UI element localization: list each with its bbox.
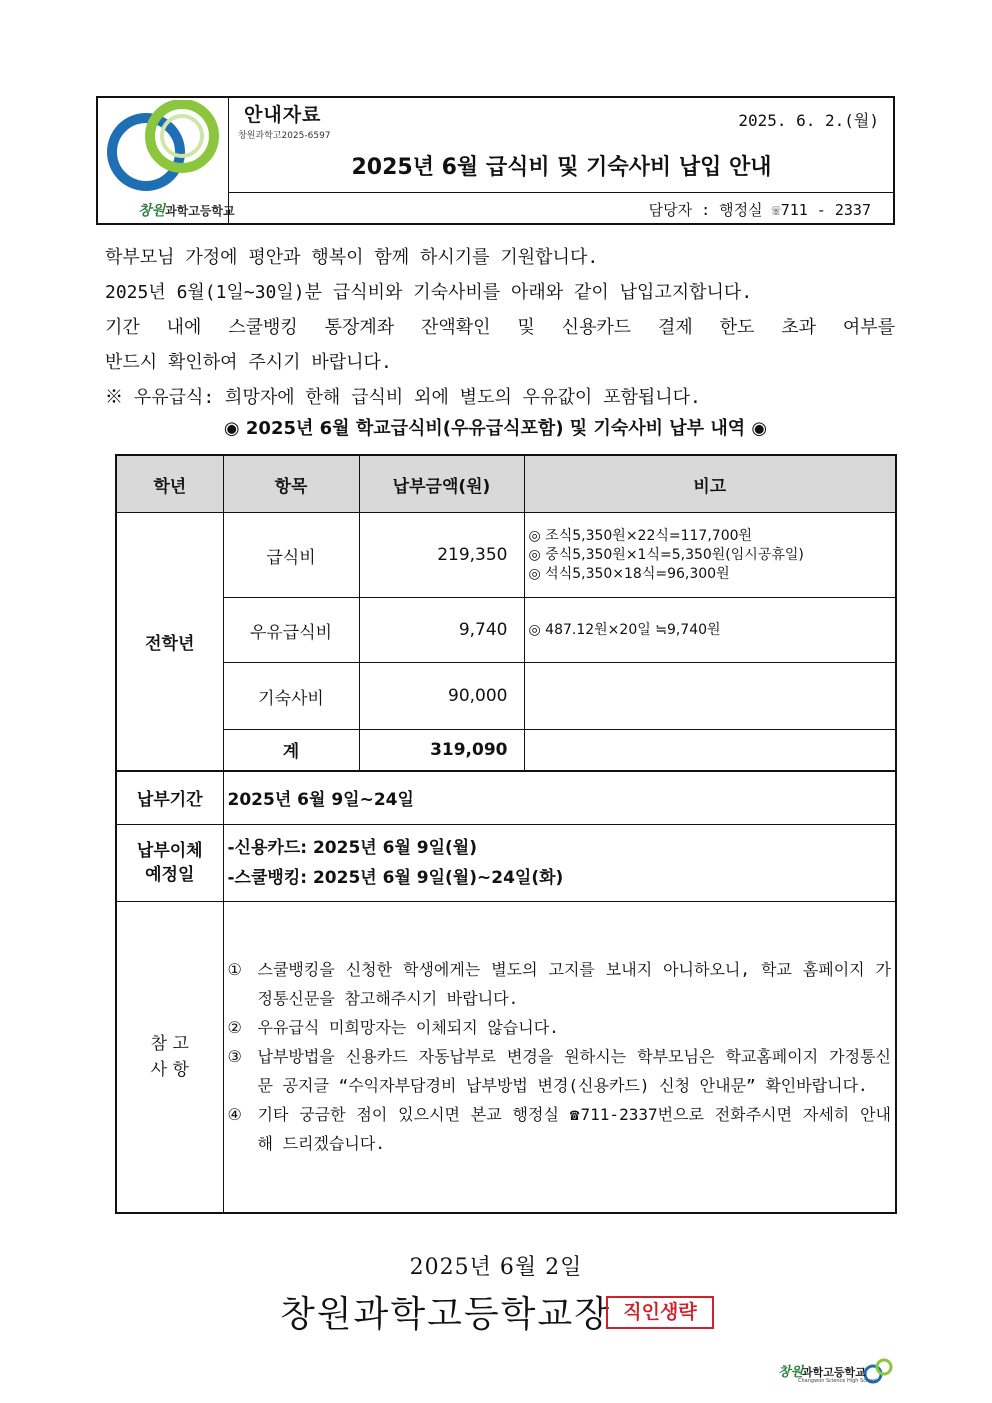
table-row [116,598,896,663]
note-cell [524,663,896,730]
period-row [116,771,896,825]
document-title: 2025년 6월 급식비 및 기숙사비 납입 안내 [351,155,772,180]
item-cell: 우유급식비 [223,598,359,663]
col-header-grade: 학년 [116,455,223,513]
fee-table [115,454,897,1214]
col-header-amount: 납부금액(원) [359,455,524,513]
item-cell: 기숙사비 [223,663,359,730]
item-cell: 급식비 [223,513,359,598]
note-cell [524,513,896,598]
note-line: ◎ 석식5,350×18식=96,300원 [528,565,730,582]
header-divider [228,192,895,193]
note-cell [524,598,896,663]
table-row [116,663,896,730]
reference-list-cell [223,902,896,1213]
principal-signature: 창원과학고등학교장 [280,1294,611,1335]
total-label: 계 [223,730,359,771]
footer-date: 2025년 6월 2일 [409,1255,583,1280]
col-header-item: 항목 [223,455,359,513]
grade-cell: 전학년 [116,513,223,771]
intro-line: 2025년 6월(1일~30일)분 급식비와 기숙사비를 아래와 같이 납입고지합니다. [105,282,753,303]
total-note-cell [524,730,896,771]
note-line: ◎ 조식5,350원×22식=117,700원 [528,527,753,544]
school-logo [98,98,235,223]
school-logo-icon [102,100,226,204]
section-title: ◉ 2025년 6월 학교급식비(우유급식포함) 및 기숙사비 납부 내역 ◉ [223,418,768,439]
reference-list [228,955,896,1158]
reference-row [116,902,896,1213]
reference-item: ③ 납부방법을 신용카드 자동납부로 변경을 원하시는 학부모님은 학교홈페이지 가정통신문 공지글 “수익자부담경비 납부방법 변경(신용카드) 신청 안내문” 확인바랍니다. [227,1047,891,1096]
reference-label [116,902,223,1213]
transfer-label-line: 납부이체 [136,841,203,861]
intro-note: ※ 우유급식: 희망자에 한해 급식비 외에 별도의 우유값이 포함됩니다. [105,387,701,408]
contact-person: 담당자 : 행정실 ☏711 - 2337 [648,201,871,219]
period-value: 2025년 6월 9일~24일 [223,771,896,825]
amount-cell: 90,000 [359,663,524,730]
bottom-logo-prefix: 창원 [778,1365,804,1380]
total-amount: 319,090 [359,730,524,771]
document-type: 안내자료 [244,104,322,126]
amount-cell: 219,350 [359,513,524,598]
document-date: 2025. 6. 2.(월) [738,111,879,130]
reference-item: ② 우유급식 미희망자는 이체되지 않습니다. [227,1018,559,1038]
official-seal-omitted: 직인생략 [606,1296,714,1329]
note-line: ◎ 중식5,350원×1식=5,350원(임시공휴일) [528,546,804,563]
intro-line: 학부모님 가정에 평안과 행복이 함께 하시기를 기원합니다. [105,247,599,268]
transfer-dates [223,825,896,902]
intro-text [105,240,895,415]
reference-label-line: 참 고 [150,1033,189,1054]
reference-item: ④ 기타 궁금한 점이 있으시면 본교 행정실 ☎711-2337번으로 전화주시면 자세히 안내해 드리겠습니다. [227,1105,891,1154]
reference-item: ① 스쿨뱅킹을 신청한 학생에게는 별도의 고지를 보내지 아니하오니, 학교 홈페이지 가정통신문을 참고해주시기 바랍니다. [227,960,891,1009]
bottom-logo-subtitle: Changwon Science High School [798,1378,877,1384]
school-name-mini: 창원과학고등학교 [138,203,235,219]
reference-label-line: 사 항 [150,1059,189,1080]
period-label: 납부기간 [116,771,223,825]
transfer-card: -신용카드: 2025년 6월 9일(월) [227,838,477,858]
transfer-row [116,825,896,902]
table-header-row [116,455,896,513]
bottom-logo-name: 과학고등학교 [802,1366,866,1379]
transfer-bank: -스쿨뱅킹: 2025년 6월 9일(월)~24일(화) [227,868,564,888]
intro-line: 기간 내에 스쿨뱅킹 통장계좌 잔액확인 및 신용카드 결제 한도 초과 여부를 [105,317,895,338]
transfer-label [116,825,223,902]
intro-line: 반드시 확인하여 주시기 바랍니다. [105,352,392,373]
document-header [96,96,895,225]
document-number: 창원과학고2025-6597 [238,131,331,141]
total-row [116,730,896,771]
note-line: ◎ 487.12원×20일 ≒9,740원 [528,621,721,638]
bottom-school-logo [778,1354,898,1394]
amount-cell: 9,740 [359,598,524,663]
transfer-label-line: 예정일 [145,865,195,885]
col-header-note: 비고 [524,455,896,513]
table-row [116,513,896,598]
